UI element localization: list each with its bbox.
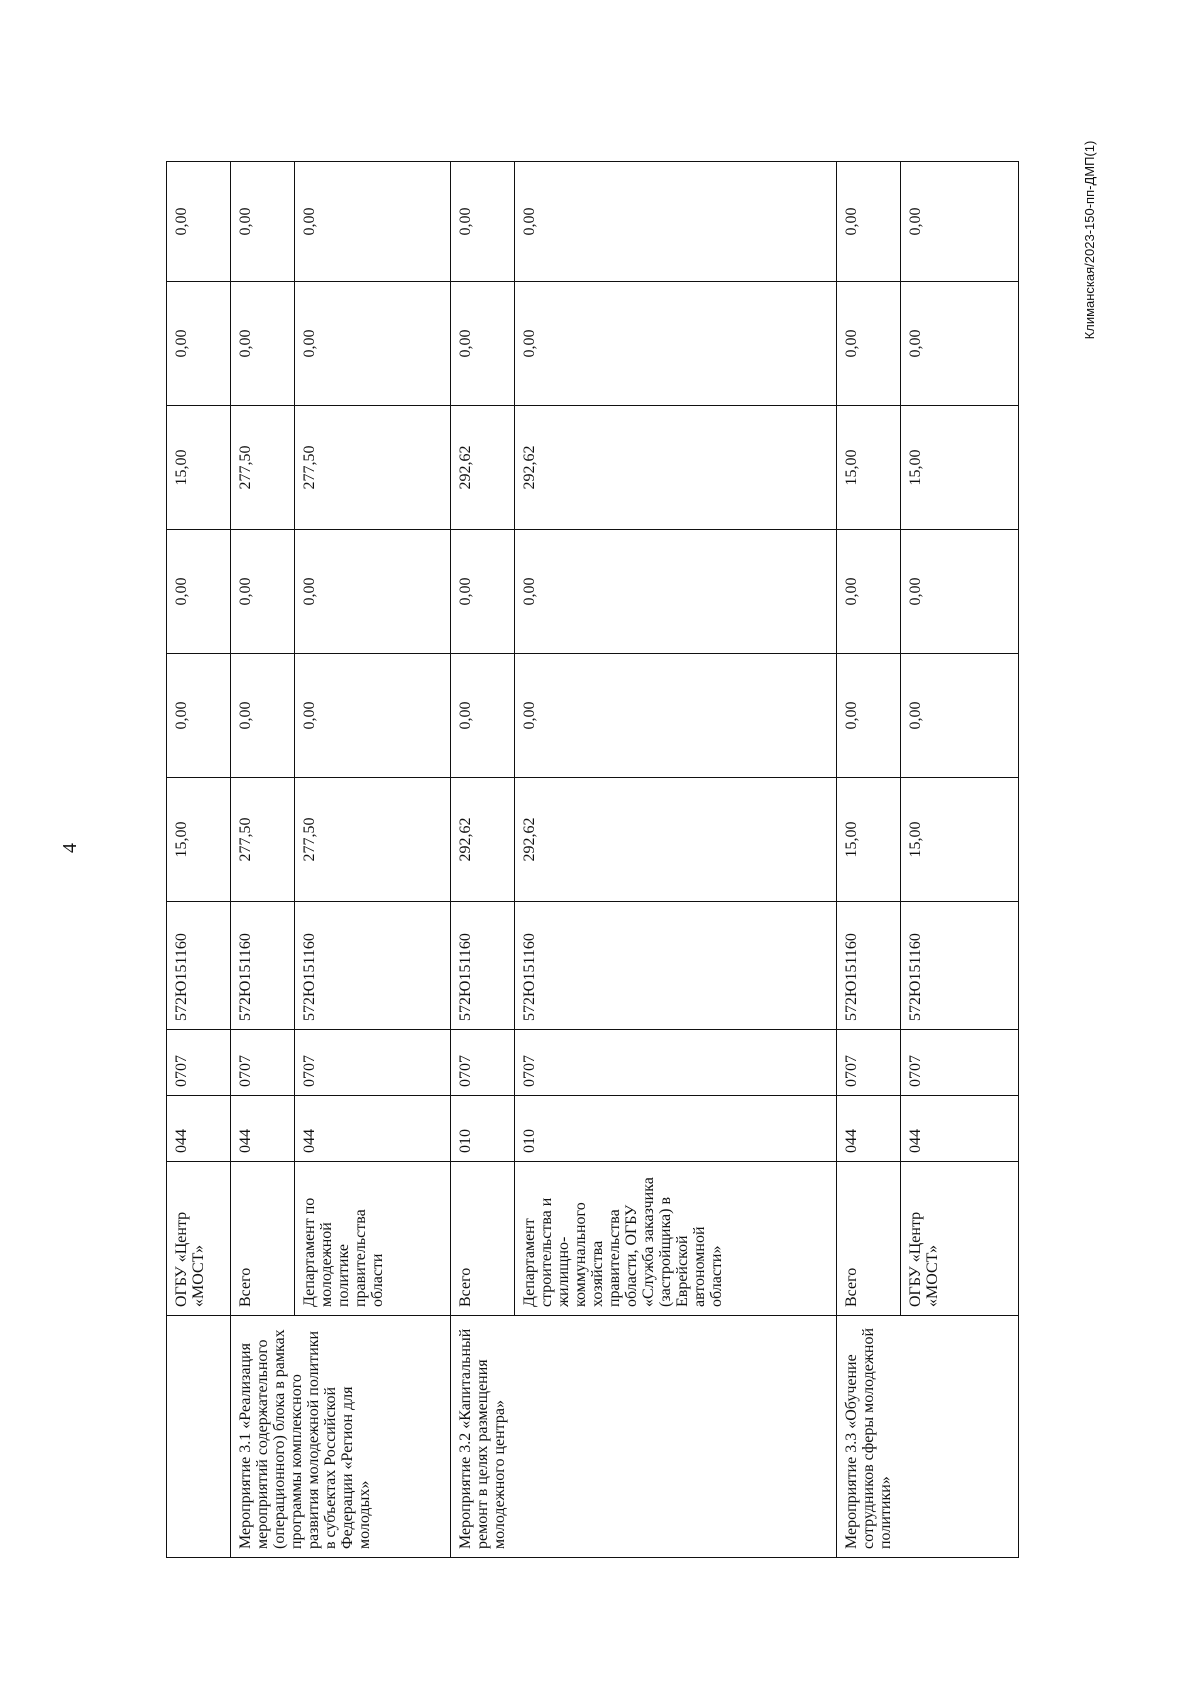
value-cell: 15,00 — [837, 778, 901, 902]
executor-cell: ОГБУ «Центр «МОСТ» — [901, 1162, 1019, 1316]
grbs-cell: 044 — [901, 1096, 1019, 1162]
value-cell: 15,00 — [167, 778, 231, 902]
value-cell: 277,50 — [231, 778, 295, 902]
event-cell: Мероприятие 3.1 «Реализация мероприятий содержательного (операционного) блока в рамках программы комплексного развития молодежной политики в субъектах Российской Федерации «Регион для молодых» — [231, 1316, 451, 1558]
budget-table-rotated — [166, 162, 1018, 1558]
rz-cell: 0707 — [837, 1030, 901, 1096]
grbs-cell: 010 — [451, 1096, 515, 1162]
table-row — [451, 162, 515, 1558]
executor-cell: Всего — [837, 1162, 901, 1316]
rz-cell: 0707 — [515, 1030, 837, 1096]
table-row — [231, 162, 295, 1558]
value-cell: 15,00 — [837, 406, 901, 530]
value-cell: 292,62 — [451, 406, 515, 530]
executor-cell: Всего — [231, 1162, 295, 1316]
value-cell: 0,00 — [231, 654, 295, 778]
rz-cell: 0707 — [901, 1030, 1019, 1096]
value-cell: 292,62 — [515, 406, 837, 530]
value-cell: 0,00 — [231, 530, 295, 654]
value-cell: 0,00 — [231, 162, 295, 282]
budget-table — [166, 161, 1019, 1558]
csr-cell: 572Ю151160 — [295, 902, 451, 1030]
value-cell: 277,50 — [295, 778, 451, 902]
grbs-cell: 044 — [231, 1096, 295, 1162]
grbs-cell: 044 — [837, 1096, 901, 1162]
rz-cell: 0707 — [231, 1030, 295, 1096]
value-cell: 15,00 — [901, 778, 1019, 902]
value-cell: 0,00 — [167, 162, 231, 282]
executor-cell: Всего — [451, 1162, 515, 1316]
table-row — [837, 162, 901, 1558]
value-cell: 15,00 — [901, 406, 1019, 530]
csr-cell: 572Ю151160 — [167, 902, 231, 1030]
event-cell: Мероприятие 3.2 «Капитальный ремонт в целях размещения молодежного центра» — [451, 1316, 837, 1558]
value-cell: 0,00 — [901, 530, 1019, 654]
rz-cell: 0707 — [451, 1030, 515, 1096]
value-cell: 0,00 — [515, 654, 837, 778]
rz-cell: 0707 — [295, 1030, 451, 1096]
value-cell: 0,00 — [231, 282, 295, 406]
value-cell: 0,00 — [295, 282, 451, 406]
executor-cell: Департамент по молодежной политике правительства области — [295, 1162, 451, 1316]
csr-cell: 572Ю151160 — [837, 902, 901, 1030]
value-cell: 0,00 — [295, 530, 451, 654]
value-cell: 0,00 — [167, 654, 231, 778]
event-cell: Мероприятие 3.3 «Обучение сотрудников сферы молодежной политики» — [837, 1316, 1019, 1558]
value-cell: 0,00 — [451, 530, 515, 654]
value-cell: 15,00 — [167, 406, 231, 530]
grbs-cell: 010 — [515, 1096, 837, 1162]
value-cell: 277,50 — [231, 406, 295, 530]
value-cell: 0,00 — [837, 654, 901, 778]
value-cell: 277,50 — [295, 406, 451, 530]
value-cell: 0,00 — [167, 530, 231, 654]
value-cell: 0,00 — [837, 282, 901, 406]
value-cell: 0,00 — [901, 654, 1019, 778]
csr-cell: 572Ю151160 — [515, 902, 837, 1030]
csr-cell: 572Ю151160 — [901, 902, 1019, 1030]
grbs-cell: 044 — [295, 1096, 451, 1162]
value-cell: 0,00 — [901, 282, 1019, 406]
value-cell: 0,00 — [515, 162, 837, 282]
value-cell: 0,00 — [515, 282, 837, 406]
value-cell: 0,00 — [451, 654, 515, 778]
event-cell — [167, 1316, 231, 1558]
value-cell: 0,00 — [167, 282, 231, 406]
table-row — [167, 162, 231, 1558]
value-cell: 0,00 — [837, 162, 901, 282]
value-cell: 0,00 — [451, 282, 515, 406]
value-cell: 0,00 — [837, 530, 901, 654]
value-cell: 0,00 — [295, 162, 451, 282]
csr-cell: 572Ю151160 — [231, 902, 295, 1030]
grbs-cell: 044 — [167, 1096, 231, 1162]
executor-cell: ОГБУ «Центр «МОСТ» — [167, 1162, 231, 1316]
executor-cell: Департамент строительства и жилищно-коммунального хозяйства правительства области, ОГБУ «Служба заказчика (застройщика) в Еврейской автономной области» — [515, 1162, 837, 1316]
value-cell: 0,00 — [295, 654, 451, 778]
csr-cell: 572Ю151160 — [451, 902, 515, 1030]
value-cell: 292,62 — [515, 778, 837, 902]
rz-cell: 0707 — [167, 1030, 231, 1096]
value-cell: 0,00 — [901, 162, 1019, 282]
value-cell: 292,62 — [451, 778, 515, 902]
document-code: Климанская/2023-150-пп-ДМП(1) — [1082, 140, 1097, 340]
page-number: 4 — [59, 843, 81, 853]
value-cell: 0,00 — [515, 530, 837, 654]
value-cell: 0,00 — [451, 162, 515, 282]
